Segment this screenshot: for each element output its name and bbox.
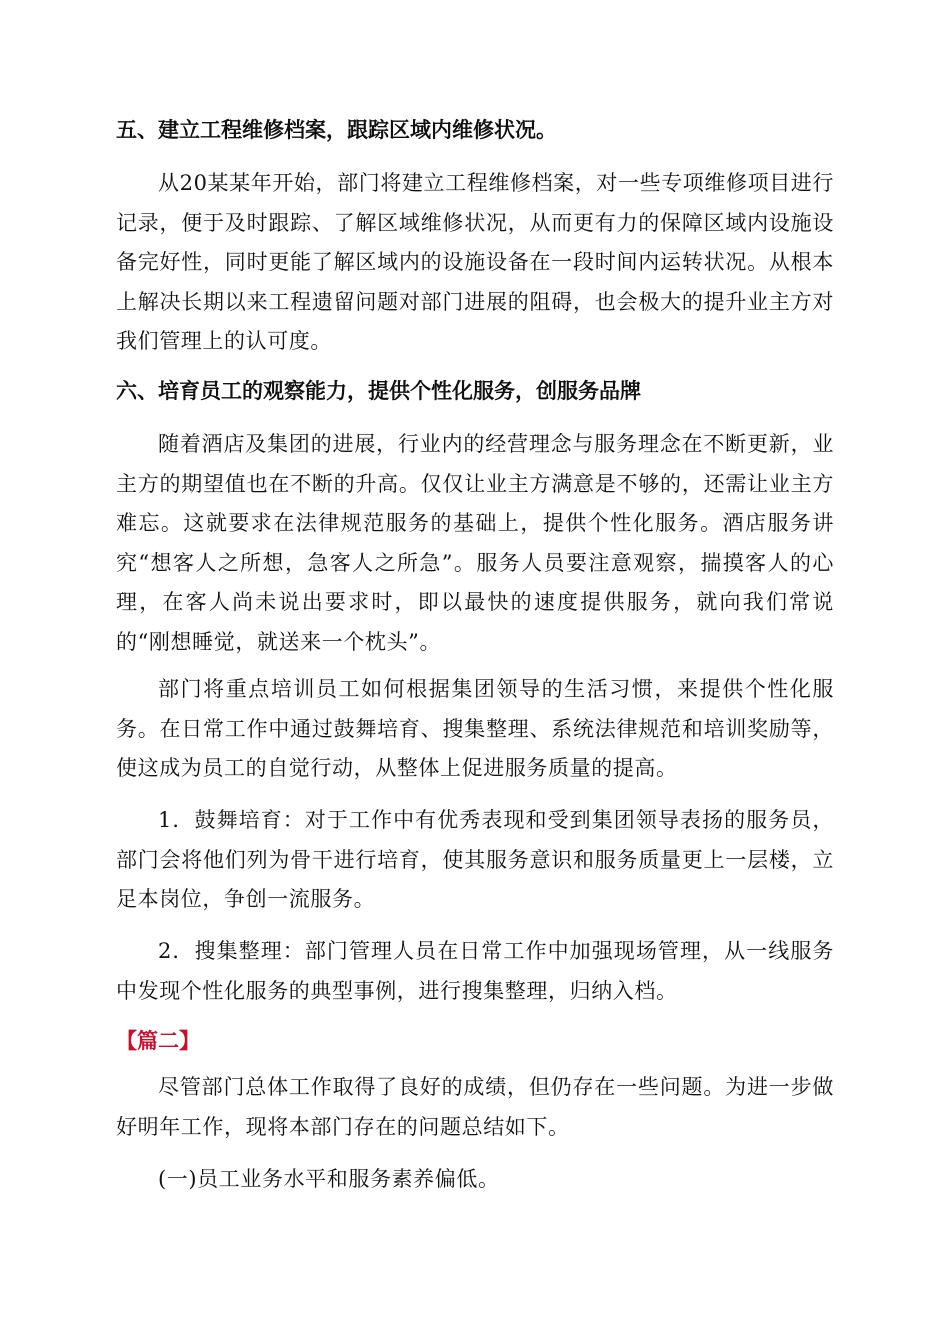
part-two-marker: 【篇二】 (116, 1029, 200, 1053)
section-6-paragraph-2: 部门将重点培训员工如何根据集团领导的生活习惯，来提供个性化服务。在日常工作中通过鼓舞培育、搜集整理、系统法律规范和培训奖励等，使这成为员工的自觉行动，从整体上促进服务质量的提高。 (116, 677, 834, 781)
section-6-paragraph-1: 随着酒店及集团的进展，行业内的经营理念与服务理念在不断更新，业主方的期望值也在不断的升高。仅仅让业主方满意是不够的，还需让业主方难忘。这就要求在法律规范服务的基础上，提供个性化服务。酒店服务讲究“想客人之所想，急客人之所急”。服务人员要注意观察，揣摸客人的心理，在客人尚未说出要求时，即以最快的速度提供服务，就向我们常说的“刚想睡觉，就送来一个枕头”。 (116, 432, 834, 654)
section-heading-5: 五、建立工程维修档案，跟踪区域内维修状况。 (116, 118, 557, 142)
section-6-item-2: 2．搜集整理：部门管理人员在日常工作中加强现场管理，从一线服务中发现个性化服务的典型事例，进行搜集整理，归纳入档。 (116, 939, 834, 1003)
section-5-paragraph-1: 从20某某年开始，部门将建立工程维修档案，对一些专项维修项目进行记录，便于及时跟踪、了解区域维修状况，从而更有力的保障区域内设施设备完好性，同时更能了解区域内的设施设备在一段时间内运转状况。从根本上解决长期以来工程遗留问题对部门进展的阻碍，也会极大的提升业主方对我们管理上的认可度。 (116, 171, 834, 354)
section-6-item-1: 1．鼓舞培育：对于工作中有优秀表现和受到集团领导表扬的服务员，部门会将他们列为骨干进行培育，使其服务意识和服务质量更上一层楼，立足本岗位，争创一流服务。 (116, 808, 834, 912)
part-two-item-1: (一)员工业务水平和服务素养偏低。 (158, 1167, 500, 1191)
section-heading-6: 六、培育员工的观察能力，提供个性化服务，创服务品牌 (116, 379, 641, 403)
part-two-paragraph-1: 尽管部门总体工作取得了良好的成绩，但仍存在一些问题。为进一步做好明年工作，现将本部门存在的问题总结如下。 (116, 1075, 834, 1139)
